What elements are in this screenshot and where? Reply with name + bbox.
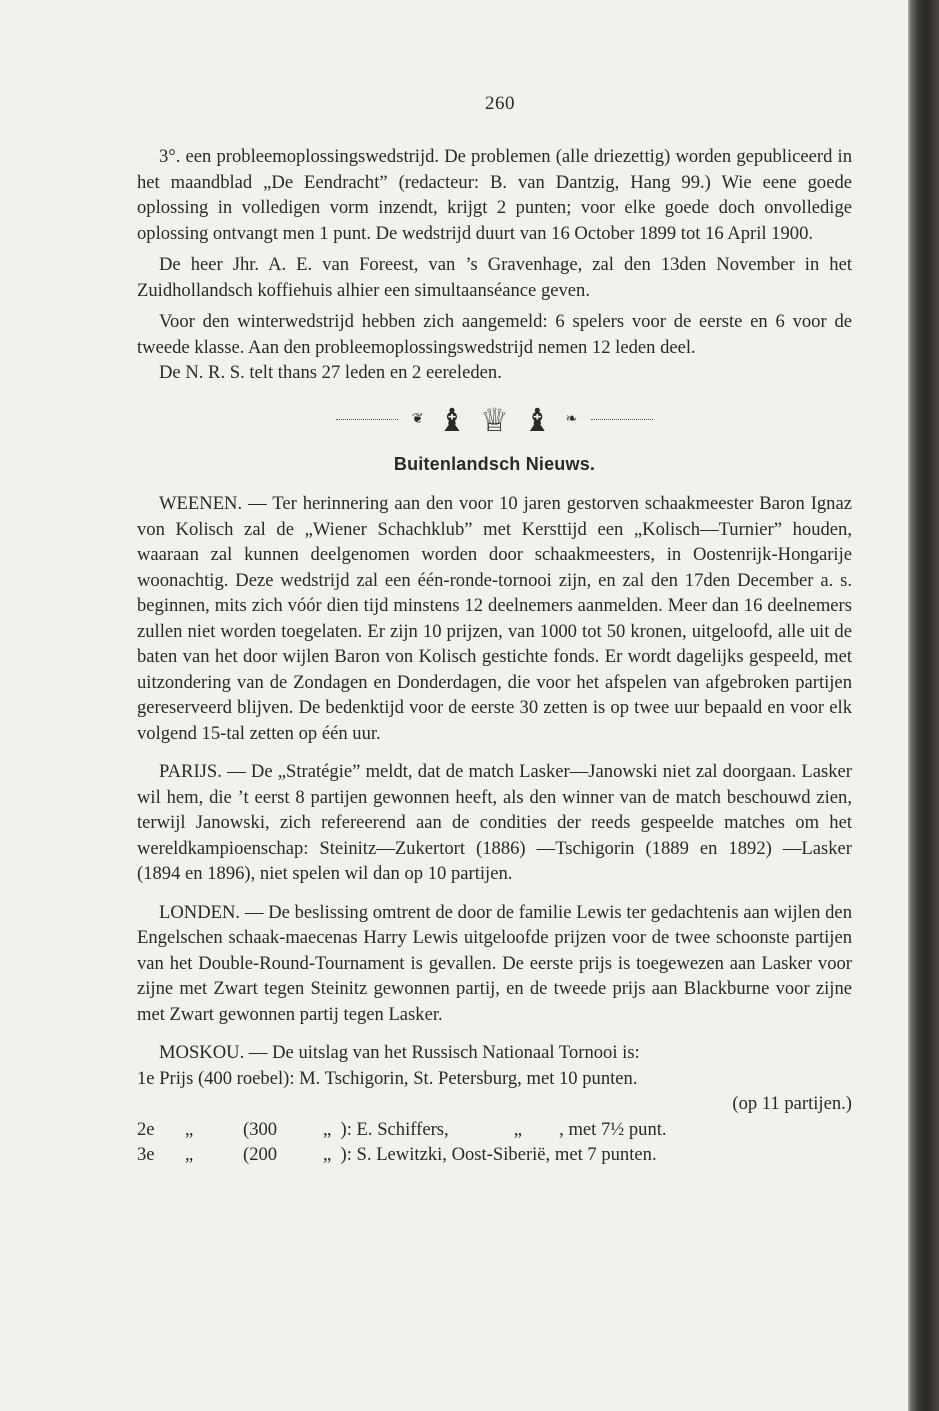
result-place: 3e <box>137 1144 155 1165</box>
bishop-icon: ♝ <box>522 400 552 439</box>
paragraph-problem-contest: 3°. een probleemoplossingswedstrijd. De problemen (alle driezettig) worden gepubliceerd in het maandblad „De Eendracht” (redacteur: B. van Dantzig, Hang 99.) Wie eene goede oplossing in volledigen vorm inzendt, krijgt 2 punten; voor elke goede doch onvolledige oplossing ontvangt men 1 punt. De wedstrijd duurt van 16 October 1899 tot 16 April 1900. <box>137 146 852 244</box>
result-second-prize <box>137 1117 852 1143</box>
result-detail: „ ): S. Lewitzki, Oost-Siberië, met 7 punten. <box>323 1144 657 1165</box>
ornament-dotted-line-left <box>336 419 398 420</box>
paragraph-weenen: WEENEN. — Ter herinnering aan den voor 10 jaren gestorven schaakmeester Baron Ignaz von Kolisch zal de „Wiener Schachklub” met Kersttijd een „Kolisch—Turnier” houden, waaraan zal kunnen deelgenomen worden door schaakmeesters, in Oostenrijk-Hongarije woonachtig. Deze wedstrijd zal een één-ronde-tornooi zijn, en zal den 17den December a. s. beginnen, mits zich vóór dien tijd minstens 12 deelnemers aanmelden. Meer dan 16 deelnemers zullen niet worden toegelaten. Er zijn 10 prijzen, van 1000 tot 50 kronen, uitgeloofd, alle uit de baten van het door wijlen Baron von Kolisch gestichte fonds. Er wordt dagelijks gespeeld, met uitzondering van de Zondagen en Donderdagen, die voor het afspelen van afgebroken partijen gereserveerd blijven. De bedenktijd voor de eerste 30 zetten is op twee uur bepaald en voor elk volgend 15-tal zetten op één uur. <box>137 493 852 744</box>
book-spine-edge <box>908 0 939 1411</box>
paragraph-parijs: PARIJS. — De „Stratégie” meldt, dat de match Lasker—Janowski niet zal doorgaan. Lasker wil hem, die ’t eerst 8 partijen gewonnen heeft, als den winner van de match beschouwd zien, terwijl Janowski, zich refereerend aan de condities der reeds gespeelde matches om het wereldkampioenschap: Steinitz—Zukertort (1886) —Tschigorin (1889 en 1892) —Lasker (1894 en 1896), niet spelen wil dan op 10 partijen. <box>137 761 852 884</box>
result-first-prize: 1e Prijs (400 roebel): M. Tschigorin, St. Petersburg, met 10 punten. <box>137 1067 638 1089</box>
result-ditto-mark: „ <box>185 1144 194 1165</box>
result-third-prize <box>137 1142 852 1168</box>
section-title: Buitenlandsch Nieuws. <box>393 453 596 474</box>
chess-ornament <box>137 398 852 442</box>
result-amount: (300 <box>243 1118 278 1140</box>
result-detail: „ ): E. Schiffers, „ , met 7½ punt. <box>323 1118 667 1140</box>
ornament-dotted-line-right <box>591 419 653 420</box>
paragraph-moskou-intro: MOSKOU. — De uitslag van het Russisch Nationaal Tornooi is: <box>159 1042 640 1063</box>
result-first-prize-note: (op 11 partijen.) <box>732 1093 852 1114</box>
bishop-icon: ♝ <box>437 400 467 439</box>
paragraph-membership: De N. R. S. telt thans 27 leden en 2 eereleden. <box>159 362 502 383</box>
paragraph-foreest: De heer Jhr. A. E. van Foreest, van ’s Gravenhage, zal den 13den November in het Zuidhollandsch koffiehuis alhier een simultaanséance geven. <box>137 254 852 301</box>
ornament-knot-left-icon: ❦ <box>411 410 424 427</box>
paragraph-winter-contest: Voor den winterwedstrijd hebben zich aangemeld: 6 spelers voor de eerste en 6 voor de tweede klasse. Aan den probleemoplossingswedstrijd nemen 12 leden deel. <box>137 311 852 358</box>
result-amount: (200 <box>243 1144 278 1165</box>
page-number: 260 <box>485 93 515 114</box>
result-ditto-mark: „ <box>185 1118 194 1140</box>
queen-crown-icon: ♕ <box>480 400 509 439</box>
result-place: 2e <box>137 1118 155 1140</box>
ornament-knot-right-icon: ❧ <box>565 410 578 427</box>
paragraph-londen: LONDEN. — De beslissing omtrent de door de familie Lewis ter gedachtenis aan wijlen den Engelschen schaak-maecenas Harry Lewis uitgeloofde prijzen voor de twee schoonste partijen van het Double-Round-Tournament is gevallen. De eerste prijs is toegewezen aan Lasker voor zijne met Zwart tegen Steinitz gewonnen partij, en de tweede prijs aan Blackburne voor zijne met Zwart gewonnen partij tegen Lasker. <box>137 901 852 1025</box>
page-text <box>137 144 852 1168</box>
